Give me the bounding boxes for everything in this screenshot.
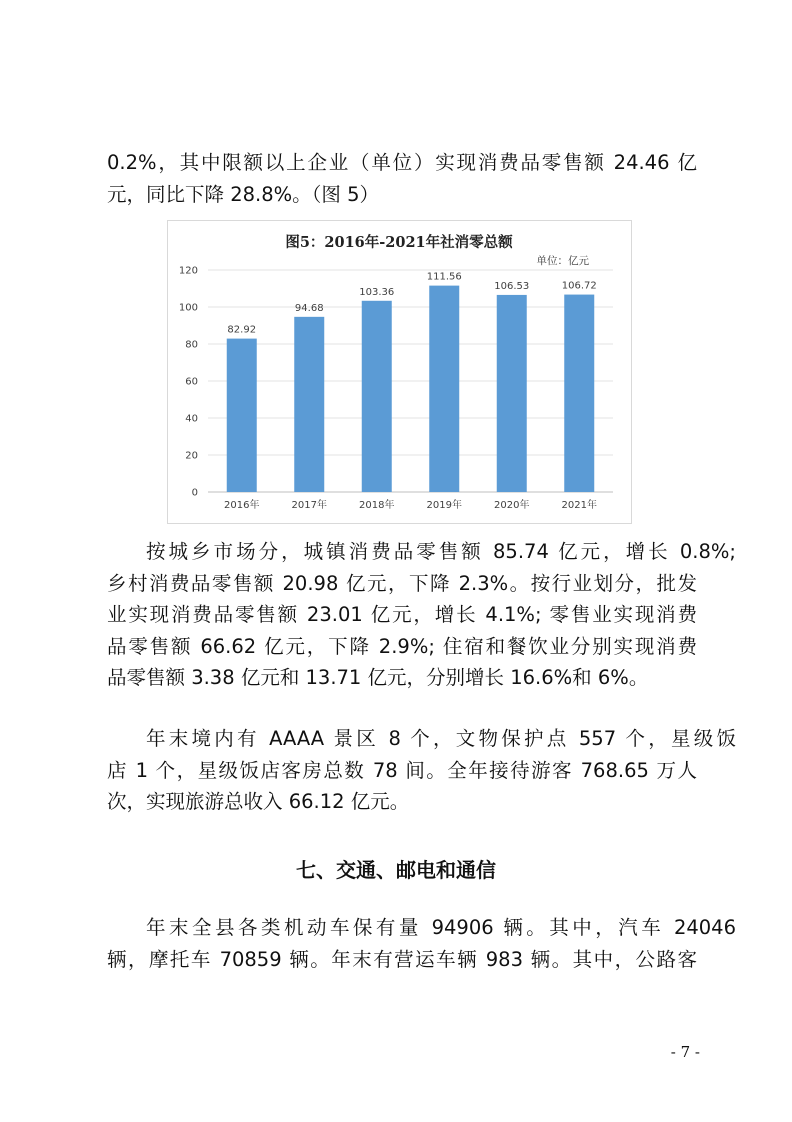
text-line: 品零售额 3.38 亿元和 13.71 亿元，分别增长 16.6%和 6%。 xyxy=(107,666,649,689)
y-tick-label: 80 xyxy=(185,339,198,351)
text-line: 辆，摩托车 70859 辆。年末有营运车辆 983 辆。其中，公路客 xyxy=(107,947,697,971)
y-tick-label: 120 xyxy=(178,265,198,277)
x-tick-label: 2018年 xyxy=(359,500,395,511)
bar xyxy=(362,301,392,492)
chart-unit-label: 单位：亿元 xyxy=(536,255,589,267)
x-tick-label: 2017年 xyxy=(291,500,327,511)
page-number: - 7 - xyxy=(670,1043,700,1061)
text-line: 年末全县各类机动车保有量 94906 辆。其中，汽车 24046 xyxy=(146,916,736,939)
y-tick-label: 60 xyxy=(185,376,198,388)
text-line: 次，实现旅游总收入 66.12 亿元。 xyxy=(107,790,410,813)
paragraph-tourism xyxy=(107,723,736,755)
bar-value-label: 106.53 xyxy=(494,280,530,292)
bar xyxy=(564,295,594,492)
paragraph-retail-enterprises xyxy=(107,147,697,210)
section-heading: 七、交通、邮电和通信 xyxy=(296,858,496,882)
bar xyxy=(497,295,527,492)
bar xyxy=(429,286,459,492)
x-tick-label: 2016年 xyxy=(224,500,260,511)
x-tick-label: 2019年 xyxy=(426,500,462,511)
paragraph-tourism-cont xyxy=(107,755,697,818)
y-tick-label: 40 xyxy=(185,413,198,425)
chart-retail-sales xyxy=(167,220,632,524)
bar-value-label: 106.72 xyxy=(561,280,597,292)
x-tick-label: 2021年 xyxy=(561,500,597,511)
y-tick-label: 0 xyxy=(191,487,198,499)
text-line: 乡村消费品零售额 20.98 亿元，下降 2.3%。按行业划分，批发 xyxy=(107,571,697,595)
bar-value-label: 103.36 xyxy=(359,286,395,298)
text-line: 店 1 个，星级饭店客房总数 78 间。全年接待游客 768.65 万人 xyxy=(107,758,697,782)
bar-value-label: 82.92 xyxy=(227,324,257,336)
paragraph-vehicles-cont xyxy=(107,944,697,976)
text-line: 元，同比下降 28.8%。（图 5） xyxy=(107,182,380,206)
bar-value-label: 94.68 xyxy=(294,302,324,314)
y-tick-label: 20 xyxy=(185,450,198,462)
y-tick-label: 100 xyxy=(178,302,198,314)
bar-chart-svg xyxy=(168,221,631,523)
bar-value-label: 111.56 xyxy=(426,271,462,283)
text-line: 年末境内有 AAAA 景区 8 个，文物保护点 557 个，星级饭 xyxy=(146,727,736,750)
bar xyxy=(227,339,257,492)
x-tick-label: 2020年 xyxy=(494,500,530,511)
text-line: 按城乡市场分，城镇消费品零售额 85.74 亿元，增长 0.8%; xyxy=(146,540,736,563)
chart-title: 图5：2016年-2021年社消零总额 xyxy=(285,234,513,251)
text-line: 0.2%，其中限额以上企业（单位）实现消费品零售额 24.46 亿 xyxy=(107,151,697,174)
text-line: 品零售额 66.62 亿元，下降 2.9%; 住宿和餐饮业分别实现消费 xyxy=(107,634,697,658)
paragraph-urban-rural-market-cont xyxy=(107,568,697,694)
paragraph-urban-rural-market xyxy=(107,536,736,568)
text-line: 业实现消费品零售额 23.01 亿元，增长 4.1%; 零售业实现消费 xyxy=(107,603,697,626)
bar xyxy=(294,317,324,492)
paragraph-vehicles xyxy=(107,912,736,944)
